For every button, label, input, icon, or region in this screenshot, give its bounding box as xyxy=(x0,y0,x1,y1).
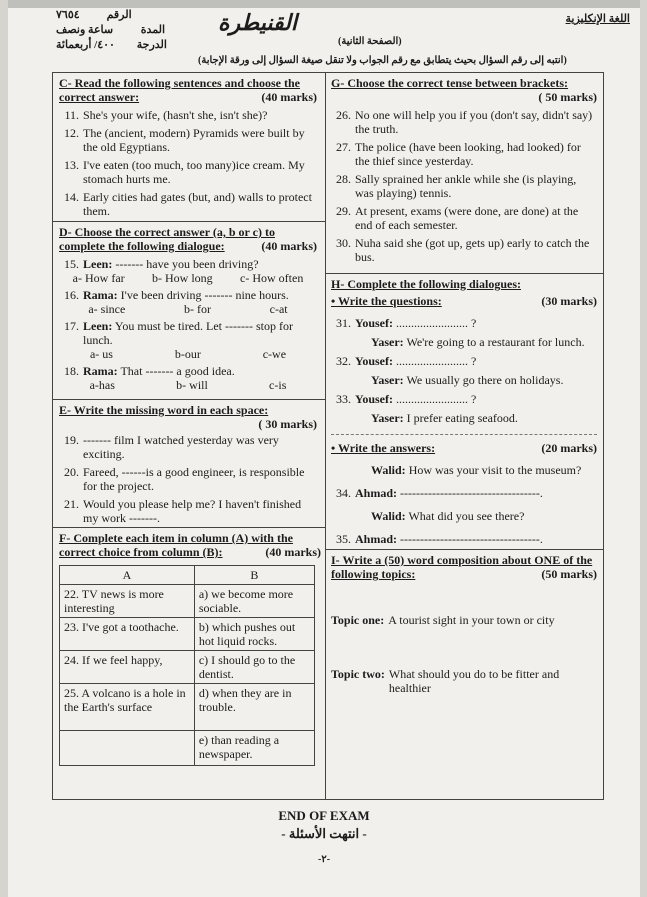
dialogue-line: 32. Yousef: ........................ ? xyxy=(336,354,477,368)
question: 18. Rama: That ------- a good idea. xyxy=(64,364,235,378)
section-title: D- Choose the correct answer (a, b or c) to complete the following dialogue: xyxy=(59,225,275,253)
section-c xyxy=(59,76,317,218)
question: 17. Leen: You must be tired. Let ------- stop for lunch. xyxy=(64,319,293,347)
section-marks: (40 marks) xyxy=(261,90,317,104)
meta-key: المدة xyxy=(140,24,166,36)
matching-table xyxy=(59,565,315,766)
column-divider xyxy=(325,73,326,799)
subsection-marks: (30 marks) xyxy=(541,294,597,308)
meta-value: ساعة ونصف xyxy=(56,24,114,36)
question: 19. ------- film I watched yesterday was very exciting. xyxy=(64,433,279,461)
meta-value: ٤٠٠/ أربعمائة xyxy=(56,39,115,51)
header-band xyxy=(8,0,640,8)
exam-header xyxy=(8,0,640,80)
options: a- us b-our c-we xyxy=(89,347,287,361)
section-title: E- Write the missing word in each space: xyxy=(59,403,269,417)
question: 20. Fareed, ------is a good engineer, is responsible for the project. xyxy=(64,465,305,493)
section-g xyxy=(331,76,597,264)
meta-value: ٧٦٥٤ xyxy=(56,9,80,21)
section-title: G- Choose the correct tense between brackets: xyxy=(331,76,569,90)
section-title: C- Read the following sentences and choose the correct answer: xyxy=(59,76,300,104)
meta-key: الرقم xyxy=(106,9,132,21)
dialogue-line: 34. Ahmad: -----------------------------------. xyxy=(336,486,543,500)
question: 26. No one will help you if you (don't say, didn't say) the truth. xyxy=(336,108,593,136)
end-of-exam: END OF EXAM xyxy=(278,808,370,823)
page-info: (الصفحة الثانية) xyxy=(338,36,402,47)
column-a-header: A xyxy=(60,566,195,585)
column-b-header: B xyxy=(194,566,314,585)
table-row: 23. I've got a toothache. b) which pushes out hot liquid rocks. xyxy=(60,618,315,651)
question: 15. Leen: ------- have you been driving? xyxy=(64,257,259,271)
section-marks: (40 marks) xyxy=(265,545,321,559)
section-divider xyxy=(53,527,325,528)
exam-notice: (انتبه إلى رقم السؤال بحيث يتطابق مع رقم الجواب ولا تنقل صيغة السؤال إلى ورقة الإجابة) xyxy=(198,55,567,66)
subsection-title: • Write the questions: xyxy=(331,294,442,308)
section-i xyxy=(331,553,597,695)
subject-name: اللغة الإنكليزية xyxy=(565,13,630,25)
section-marks: (50 marks) xyxy=(541,567,597,581)
question: 13. I've eaten (too much, too many)ice cream. My stomach hurts me. xyxy=(64,158,305,186)
subsection-marks: (20 marks) xyxy=(541,441,597,455)
section-marks: ( 50 marks) xyxy=(538,90,597,104)
section-f xyxy=(59,531,321,766)
section-title: I- Write a (50) word composition about ONE of the following topics: xyxy=(331,553,593,581)
page-number: -٢- xyxy=(317,854,331,865)
table-row: 25. A volcano is a hole in the Earth's surface d) when they are in trouble. xyxy=(60,684,315,731)
question: 27. The police (have been looking, had looked) for the thief since yesterday. xyxy=(336,140,581,168)
section-title: F- Complete each item in column (A) with the correct choice from column (B): xyxy=(59,531,293,559)
section-marks: (40 marks) xyxy=(261,239,317,253)
section-title: H- Complete the following dialogues: xyxy=(331,277,521,291)
dialogue-line: Yaser: I prefer eating seafood. xyxy=(371,411,518,425)
question: 28. Sally sprained her ankle while she (is playing, was playing) tennis. xyxy=(336,172,577,200)
table-row: 24. If we feel happy, c) I should go to the dentist. xyxy=(60,651,315,684)
city-name: القنيطرة xyxy=(218,10,297,35)
question: 30. Nuha said she (got up, gets up) early to catch the bus. xyxy=(336,236,590,264)
meta-key: الدرجة xyxy=(136,39,167,51)
question: 29. At present, exams (were done, are done) at the end of each semester. xyxy=(336,204,579,232)
exam-sheet xyxy=(8,0,640,897)
question: 11. She's your wife, (hasn't she, isn't she)? xyxy=(64,108,268,122)
question: 21. Would you please help me? I haven't finished my work -------. xyxy=(64,497,302,525)
section-divider xyxy=(53,399,325,400)
dialogue-line: 31. Yousef: ........................ ? xyxy=(336,316,477,330)
topic-one: Topic one: A tourist sight in your town or city xyxy=(331,613,555,627)
dialogue-line: 35. Ahmad: -----------------------------------. xyxy=(336,532,543,546)
question: 12. The (ancient, modern) Pyramids were built by the old Egyptians. xyxy=(64,126,305,154)
dialogue-line: Yaser: We're going to a restaurant for lunch. xyxy=(371,335,585,349)
section-h xyxy=(331,277,597,551)
dialogue-line: 33. Yousef: ........................ ? xyxy=(336,392,477,406)
exam-meta xyxy=(56,8,167,53)
table-row: e) than reading a newspaper. xyxy=(60,731,315,766)
options: a- How far b- How long c- How often xyxy=(72,271,304,285)
section-marks: ( 30 marks) xyxy=(258,417,317,431)
subsection-title: • Write the answers: xyxy=(331,441,436,455)
question: 14. Early cities had gates (but, and) walls to protect them. xyxy=(64,190,312,218)
table-row: 22. TV news is more interesting a) we become more sociable. xyxy=(60,585,315,618)
section-divider xyxy=(53,221,325,222)
section-e xyxy=(59,403,317,525)
options: a- since b- for c-at xyxy=(88,302,288,316)
dialogue-line: Walid: How was your visit to the museum? xyxy=(371,463,582,477)
exam-body xyxy=(52,72,604,800)
topic-two: Topic two: What should you do to be fitter and healthier xyxy=(331,667,560,695)
dialogue-line: Yaser: We usually go there on holidays. xyxy=(371,373,564,387)
section-divider xyxy=(325,273,603,274)
options: a-has b- will c-is xyxy=(89,378,287,392)
dialogue-line: Walid: What did you see there? xyxy=(371,509,525,523)
end-of-exam-arabic: - انتهت الأسئلة - xyxy=(281,826,367,841)
section-d xyxy=(59,225,317,392)
question: 16. Rama: I've been driving ------- nine hours. xyxy=(64,288,289,302)
